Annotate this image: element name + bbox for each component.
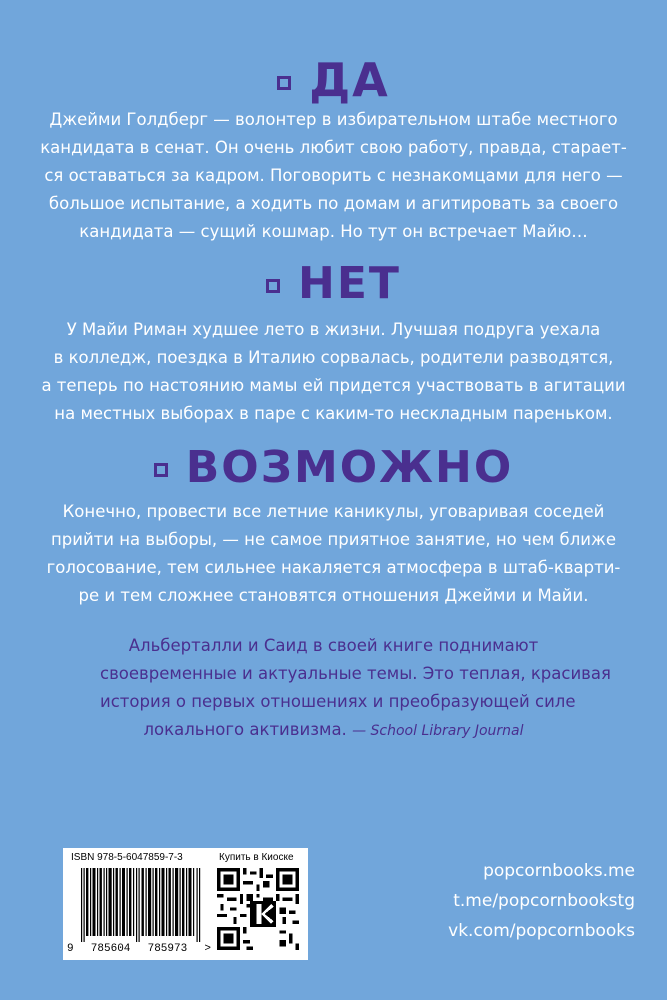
- quote-line: история о первых отношениях и преобразующей силе: [100, 692, 576, 711]
- heading-net: [0, 258, 667, 308]
- publisher-links: [375, 856, 635, 946]
- heading-vozmozhno: [0, 442, 667, 492]
- heading-text: ДА: [309, 53, 390, 107]
- heading-da: [0, 55, 667, 105]
- website-link: popcornbooks.me: [483, 861, 635, 881]
- vk-link: vk.com/popcornbooks: [448, 921, 635, 941]
- paragraph-line: кандидата в сенат. Он очень любит свою работу, правда, старает-: [40, 138, 627, 157]
- barcode-card: [63, 848, 308, 960]
- barcode-icon: [81, 868, 201, 942]
- kiosk-label: Купить в Киоске: [219, 852, 294, 863]
- quote-line-text: локального активизма.: [143, 720, 347, 739]
- review-quote: [100, 632, 611, 745]
- paragraph-line: У Майи Риман худшее лето в жизни. Лучшая подруга уехала: [66, 320, 601, 339]
- square-bullet-icon: [266, 279, 280, 293]
- barcode-digit-group: 9: [67, 943, 74, 955]
- qr-code-icon: [217, 868, 299, 950]
- isbn-label: ISBN 978-5-6047859-7-3: [71, 852, 183, 863]
- paragraph-line: большое испытание, а ходить по домам и агитировать за своего: [48, 194, 619, 213]
- square-bullet-icon: [277, 76, 291, 90]
- paragraph-da: [40, 106, 627, 246]
- paragraph-line: прийти на выборы, — не самое приятное занятие, но чем ближе: [50, 530, 617, 549]
- paragraph-line: на местных выборах в паре с каким-то нескладным пареньком.: [54, 404, 613, 423]
- quote-line-last: [100, 716, 567, 745]
- paragraph-line: ре и тем сложнее становятся отношения Джейми и Майи.: [78, 586, 589, 605]
- barcode-digit-group: 785604: [90, 943, 131, 955]
- paragraph-vozmozhno: [40, 498, 627, 610]
- paragraph-line: голосование, тем сильнее накаляется атмосфера в штаб-кварти-: [46, 558, 621, 577]
- barcode-digit-group: >: [204, 943, 211, 955]
- paragraph-line: кандидата — сущий кошмар. Но тут он встречает Майю…: [79, 222, 588, 241]
- paragraph-line: в колледж, поездка в Италию сорвалась, родители разводятся,: [53, 348, 614, 367]
- paragraph-line: а теперь по настоянию мамы ей придется участвовать в агитации: [41, 376, 626, 395]
- quote-source: — School Library Journal: [352, 723, 524, 739]
- heading-text: ВОЗМОЖНО: [185, 441, 514, 493]
- barcode-digit-group: 785973: [147, 943, 188, 955]
- paragraph-line: ся оставаться за кадром. Поговорить с незнакомцами для него —: [44, 166, 623, 185]
- quote-line: своевременные и актуальные темы. Это теплая, красивая: [100, 664, 611, 683]
- heading-text: НЕТ: [298, 257, 401, 309]
- telegram-link: t.me/popcornbookstg: [453, 891, 635, 911]
- paragraph-line: Конечно, провести все летние каникулы, уговаривая соседей: [62, 502, 605, 521]
- square-bullet-icon: [154, 463, 168, 477]
- paragraph-net: [40, 316, 627, 428]
- quote-line: Альберталли и Саид в своей книге поднимают: [128, 636, 539, 655]
- paragraph-line: Джейми Голдберг — волонтер в избирательном штабе местного: [49, 110, 618, 129]
- barcode-digits: [67, 943, 211, 955]
